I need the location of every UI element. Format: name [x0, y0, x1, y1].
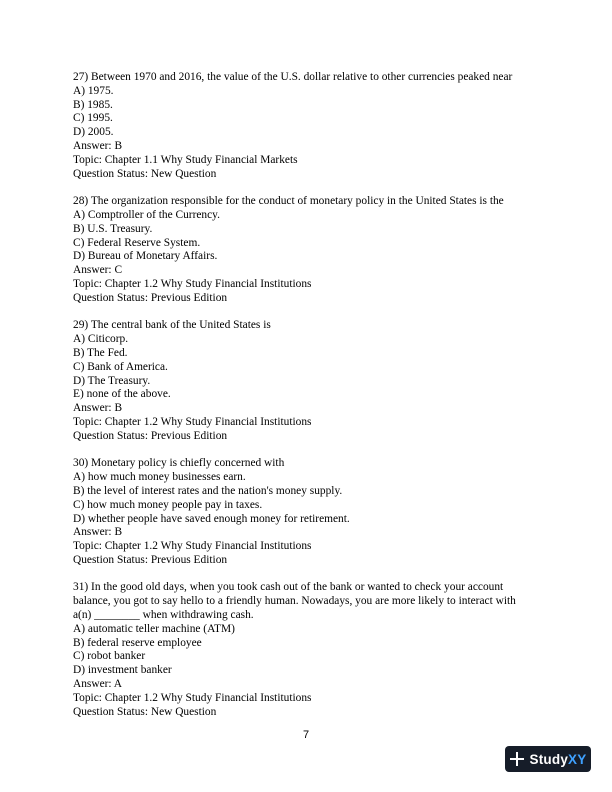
question-stem: a(n) ________ when withdrawing cash. — [73, 609, 254, 622]
question-stem: 27) Between 1970 and 2016, the value of the U.S. dollar relative to other currencies peaked near — [73, 71, 513, 83]
question-31 — [73, 581, 543, 719]
answer-option: D) whether people have saved enough money for retirement. — [73, 512, 350, 525]
answer-option: B) the level of interest rates and the nation's money supply. — [73, 484, 343, 497]
question-27 — [73, 71, 543, 181]
question-30 — [73, 457, 543, 567]
question-stem: 30) Monetary policy is chiefly concerned with — [73, 457, 285, 470]
plus-icon — [510, 752, 524, 766]
answer-option: C) Federal Reserve System. — [73, 236, 201, 249]
answer-option: A) automatic teller machine (ATM) — [73, 622, 235, 635]
answer-option: A) Citicorp. — [73, 333, 129, 346]
answer-key: Answer: C — [73, 264, 123, 277]
answer-option: D) The Treasury. — [73, 374, 151, 387]
answer-key: Answer: B — [73, 526, 123, 539]
question-list — [73, 71, 543, 733]
brand-logo — [530, 752, 587, 767]
answer-option: C) 1995. — [73, 112, 113, 125]
studyxy-badge[interactable] — [505, 746, 591, 772]
answer-option: C) robot banker — [73, 650, 146, 663]
answer-option: B) U.S. Treasury. — [73, 222, 153, 235]
topic-line: Topic: Chapter 1.2 Why Study Financial Institutions — [73, 691, 312, 704]
brand-main: Study — [529, 751, 569, 767]
question-status: Question Status: Previous Edition — [73, 429, 228, 442]
question-stem: 28) The organization responsible for the conduct of monetary policy in the United States is the — [73, 195, 504, 208]
topic-line: Topic: Chapter 1.2 Why Study Financial Institutions — [73, 540, 312, 553]
topic-line: Topic: Chapter 1.2 Why Study Financial Institutions — [73, 415, 312, 428]
question-status: Question Status: New Question — [73, 705, 217, 718]
question-status: Question Status: Previous Edition — [73, 291, 228, 304]
brand-accent: XY — [568, 751, 587, 767]
question-28 — [73, 195, 543, 305]
question-stem: 29) The central bank of the United States is — [73, 319, 271, 332]
answer-option: A) 1975. — [73, 84, 114, 97]
answer-key: Answer: B — [73, 139, 123, 152]
topic-line: Topic: Chapter 1.1 Why Study Financial Markets — [73, 153, 298, 166]
answer-option: C) Bank of America. — [73, 360, 168, 373]
answer-option: C) how much money people pay in taxes. — [73, 498, 263, 511]
answer-option: D) 2005. — [73, 126, 114, 139]
question-stem: 31) In the good old days, when you took cash out of the bank or wanted to check your account — [73, 581, 504, 594]
answer-option: D) investment banker — [73, 664, 172, 677]
answer-option: B) 1985. — [73, 98, 113, 111]
answer-option: E) none of the above. — [73, 388, 171, 401]
question-status: Question Status: Previous Edition — [73, 553, 228, 566]
answer-option: A) how much money businesses earn. — [73, 471, 246, 484]
answer-option: A) Comptroller of the Currency. — [73, 208, 220, 221]
topic-line: Topic: Chapter 1.2 Why Study Financial Institutions — [73, 277, 312, 290]
page-number: 7 — [302, 729, 310, 741]
answer-option: D) Bureau of Monetary Affairs. — [73, 250, 218, 263]
answer-key: Answer: B — [73, 402, 123, 415]
answer-option: B) federal reserve employee — [73, 636, 202, 649]
question-stem: balance, you got to say hello to a friendly human. Nowadays, you are more likely to interact with — [73, 595, 516, 608]
answer-option: B) The Fed. — [73, 346, 128, 359]
answer-key: Answer: A — [73, 678, 123, 691]
question-29 — [73, 319, 543, 443]
question-status: Question Status: New Question — [73, 167, 217, 180]
